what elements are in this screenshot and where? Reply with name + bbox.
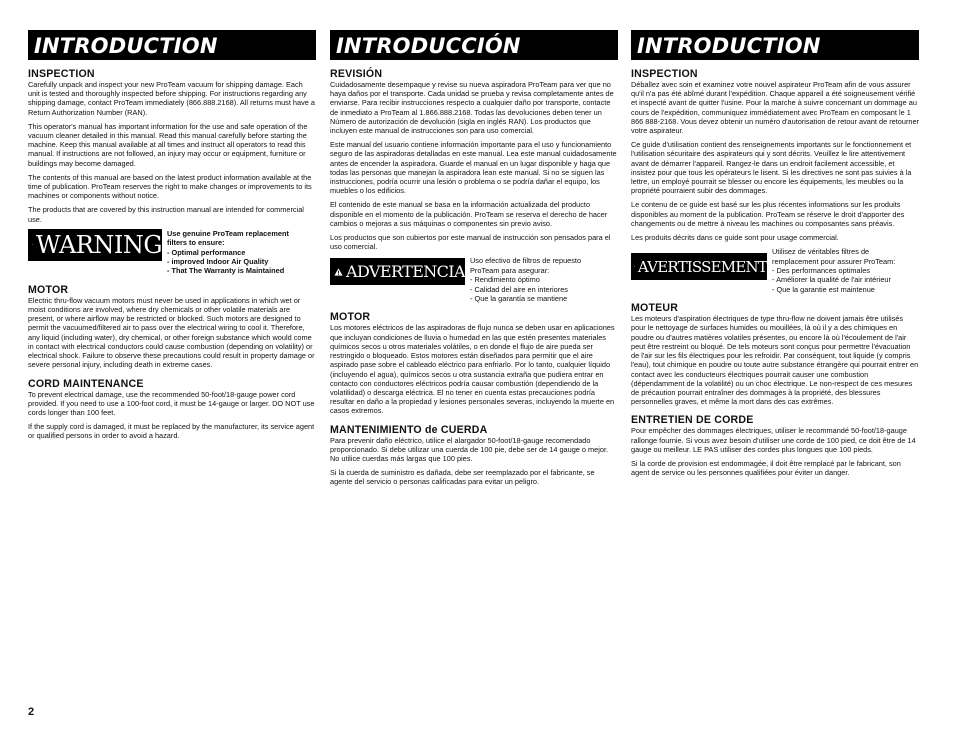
warning-badge (330, 258, 465, 285)
inspection-paragraph-4: Los productos que son cubiertos por este manual de instrucción son pensados para el uso comercial. (330, 233, 611, 252)
warning-list (772, 247, 895, 294)
cord-heading: MANTENIMIENTO de CUERDA (330, 423, 488, 436)
inspection-paragraph-1: Cuidadosamente desempaque y revise su nueva aspiradora ProTeam para ver que no haya daños por el transporte. Cada unidad se prueba y revisa completamente antes de enviarse. Para recibir instrucciones respecto a cualquier daño por transporte, contacte de inmediato a ProTeam al 1.866.888.2168. Todas las devoluciones deben tener un Número de autorización de devolución (sigla en inglés RAN). Los productos que incluyen este manual de instrucciones son para uso comercial. (330, 80, 614, 136)
motor-paragraph: Les moteurs d'aspiration électriques de type thru-flow ne doivent jamais être utilisés pour le nettoyage de surfaces humides ou mouillées, là où il y a des chimiques en poudre ou d'autres matières volatiles présentes, ou encore là où l'écoulement de l'air peut être restreint ou bloqué. De tels moteurs sont conçus pour permettre l'évacuation de l'air sur les fils électriques pour les refroidir. Par conséquent, tout liquide (y compris l'eau), tout chimique en poudre ou toute autre substance étrangère qui pourrait entrer en contact avec les conducteurs électriques pourrait causer une combustion (dépendamment de la volatilité) ou un choc électrique. Le non-respect de ces mesures de précaution pourrait entraîner des dommages à la propriété, des blessures personnelles graves, et même la mort dans des cas extrêmes. (631, 314, 919, 407)
cord-paragraph-1: Para prevenir daño eléctrico, utilice el alargador 50-foot/18-gauge recomendado proporcionado. Si debe utilizar una cuerda de 100 pie, debe ser de 14 gauge o mejor. No utilice cuerdas más largas que 100 pies. (330, 435, 609, 463)
motor-heading: MOTEUR (631, 302, 679, 315)
inspection-paragraph-3: The contents of this manual are based on the latest product information available at the time of publication. ProTeam reserves the right to make changes or improvements to its machines or components without notice. (28, 172, 312, 201)
motor-heading: MOTOR (330, 311, 371, 324)
cord-paragraph-1: Pour empêcher des dommages électriques, utiliser le recommandé 50-foot/18-gauge rallonge fournie. Si vous avez besoin d'utiliser une corde de 100 pied, ce doit être de 14 gauge ou meilleur. LE PAS utiliser des cordes plus longues que 100 pieds. (631, 426, 916, 454)
column-english (28, 30, 316, 446)
cord-paragraph-2: Si la corde de provision est endommagée, il doit être remplacé par le fabricant, son agent de service ou les personnes qualifiées pour éviter un danger. (631, 458, 901, 478)
warning-line: remplacement pour assurer ProTeam: (772, 256, 896, 266)
warning-line: ProTeam para asegurar: (470, 265, 550, 275)
inspection-paragraph-2: Este manual del usuario contiene información importante para el uso y funcionamiento seguro de las aspiradoras detalladas en este manual. Lea este manual cuidadosamente antes de encender la aspiradora. Guarde el manual en un lugar disponible y haga que todas las personas que manejan la aspiradora lean este manual. Si no se siguen las instrucciones, podría ocurrir una lesión o problema o se podría dañar el equipo, los muebles o los edificios. (330, 140, 617, 196)
warning-triangle-icon (334, 264, 343, 280)
warning-line: Use genuine ProTeam replacement (167, 228, 289, 238)
warning-line: - That The Warranty is Maintained (167, 266, 285, 276)
cord-paragraph-2: If the supply cord is damaged, it must be replaced by the manufacturer, its service agent or qualified persons in order to avoid a hazard. (28, 422, 315, 441)
warning-line: Utilisez de véritables filtres de (772, 247, 870, 257)
inspection-paragraph-1: Carefully unpack and inspect your new ProTeam vacuum for shipping damage. Each unit is tested and thoroughly inspected before shipping. For instructions regarding any shipping damage, contact ProTeam immediately (866.888.2168). All returns must have a Return Authorization Number (RAN). (28, 80, 315, 117)
warning-line: - Des performances optimales (772, 266, 870, 276)
warning-line: - improved Indoor Air Quality (167, 257, 269, 267)
warning-label: WARNING (35, 230, 162, 259)
warning-label: ADVERTENCIA (346, 262, 465, 282)
inspection-paragraph-1: Déballez avec soin et examinez votre nouvel aspirateur ProTeam afin de vous assurer qu'il n'a pas été abîmé durant l'expédition. Chaque appareil a été soigneusement vérifié et inspecté avant de quitter l'usine. Pour la marche à suivre concernant un dommage au cours de l'expédition, communiquez immédiatement avec ProTeam en composant le 1 866 888-2168. Vous devez obtenir un numéro d'autorisation de retour avant de retourner votre aspirateur. (631, 80, 920, 136)
inspection-heading: INSPECTION (631, 68, 698, 80)
cord-paragraph-2: Si la cuerda de suministro es dañada, debe ser reemplazado por el fabricante, se agente del servicio o personas calificadas para evitar un peligro. (330, 468, 595, 487)
section-banner: INTRODUCCIÓN (330, 30, 618, 60)
inspection-paragraph-2: This operator's manual has important information for the use and safe operation of the vacuum cleaner detailed in this manual. Read this manual carefully before starting the machine. Keep this manual available at all times and instruct all operators to read this manual. If instructions are not followed, an injury may occur or equipment, furniture or buildings may become damaged. (28, 121, 308, 168)
warning-block (631, 247, 919, 294)
warning-line: - Rendimiento óptimo (470, 275, 540, 285)
warning-line: - Que la garantie est maintenue (772, 284, 875, 294)
motor-heading: MOTOR (28, 283, 69, 296)
inspection-paragraph-4: The products that are covered by this instruction manual are intended for commercial use. (28, 205, 304, 224)
warning-badge (28, 229, 162, 261)
warning-line: Uso efectivo de filtros de repuesto (470, 256, 582, 266)
warning-block (28, 229, 316, 276)
warning-line: filters to ensure: (167, 238, 225, 248)
cord-heading: ENTRETIEN DE CORDE (631, 414, 754, 427)
warning-label: AVERTISSEMENT (637, 257, 767, 276)
motor-paragraph: Electric thru-flow vacuum motors must never be used in applications in which wet or moist conditions are involved, where dry chemicals or other volatile materials are present, or where airflow may be restricted or blocked. Such motors are designed to permit the vacuumed/filtered air to pass over the electrical wiring to cool it. Therefore, any liquid (including water), dry chemical, or other foreign substance which would come in contact with electrical conductors could cause combustion (depending on volatility) or electrical shock. Failure to observe these precautions could result in property damage or severe personal injury, including death in extreme cases. (28, 295, 315, 370)
column-french (631, 30, 919, 482)
warning-line: - Optimal performance (167, 247, 246, 257)
warning-triangle-icon (32, 234, 33, 255)
cord-paragraph-1: To prevent electrical damage, use the recommended 50-foot/18-gauge power cord provided. If you need to use a 100-foot cord, it must be 14-gauge or larger. DO NOT use cords longer than 100 feet. (28, 389, 315, 417)
inspection-heading: REVISIÓN (330, 68, 383, 80)
warning-line: - Calidad del aire en interiores (470, 284, 568, 294)
page-number: 2 (28, 706, 35, 718)
warning-badge (631, 253, 767, 280)
inspection-paragraph-4: Les produits décrits dans ce guide sont pour usage commercial. (631, 233, 839, 243)
section-banner: INTRODUCTION (28, 30, 316, 60)
inspection-paragraph-3: Le contenu de ce guide est basé sur les plus récentes informations sur les produits disponibles au moment de la publication. ProTeam se réserve le droit d'apporter des changements ou de mettre à niveau les machines ou composantes sans préavis. (631, 200, 905, 228)
warning-list (470, 256, 581, 303)
inspection-heading: INSPECTION (28, 68, 95, 80)
warning-block (330, 256, 618, 303)
motor-paragraph: Los motores eléctricos de las aspiradoras de flujo nunca se deben usar en aplicaciones que incluyan condiciones de lluvia o humedad en las que estén presentes materiales químicos secos u otros materiales volátiles, o en donde el flujo de aire pueda ser restringido o bloqueado. Estos motores están diseñados para permitir que el aire aspirado pase sobre el cableado eléctrico para enfriarlo. Por lo tanto, cualquier líquido (incluyendo el agua), químicos secos u otra sustancia extraña que pudiera entrar en contacto con conductores eléctricos podría causar combustión (dependiendo de la volatilidad) o descarga eléctrica. El no tener en cuenta estas precauciones podría resultar en daño a la propiedad y lesiones personales severas, incluyendo la muerte en casos extremos. (330, 323, 615, 416)
section-banner: INTRODUCTION (631, 30, 919, 60)
inspection-paragraph-3: El contenido de este manual se basa en la información actualizada del producto disponible en el momento de la publicación. ProTeam se reserva el derecho de hacer cambios o mejoras a sus máquinas o componentes sin previo aviso. (330, 200, 608, 228)
warning-list (167, 229, 289, 276)
column-spanish (330, 30, 618, 492)
warning-line: - Améliorer la qualité de l'air intérieur (772, 275, 891, 285)
warning-line: - Que la garantía se mantiene (470, 294, 568, 304)
cord-heading: CORD MAINTENANCE (28, 377, 144, 390)
warning-triangle-icon (634, 259, 635, 274)
inspection-paragraph-2: Ce guide d'utilisation contient des renseignements importants sur le fonctionnement et l'utilisation sécuritaire des aspirateurs qui y sont décrits. Veuillez le lire attentivement avant de démarrer l'appareil. Rangez-le dans un endroit facilement accessible, et insistez pour que tous les opérateurs le lisent. Si les directives ne sont pas suivies à la lettre, un employé pourrait se blesser ou encore les équipements, les meubles ou la propriété pourraient subir des dommages. (631, 140, 912, 196)
